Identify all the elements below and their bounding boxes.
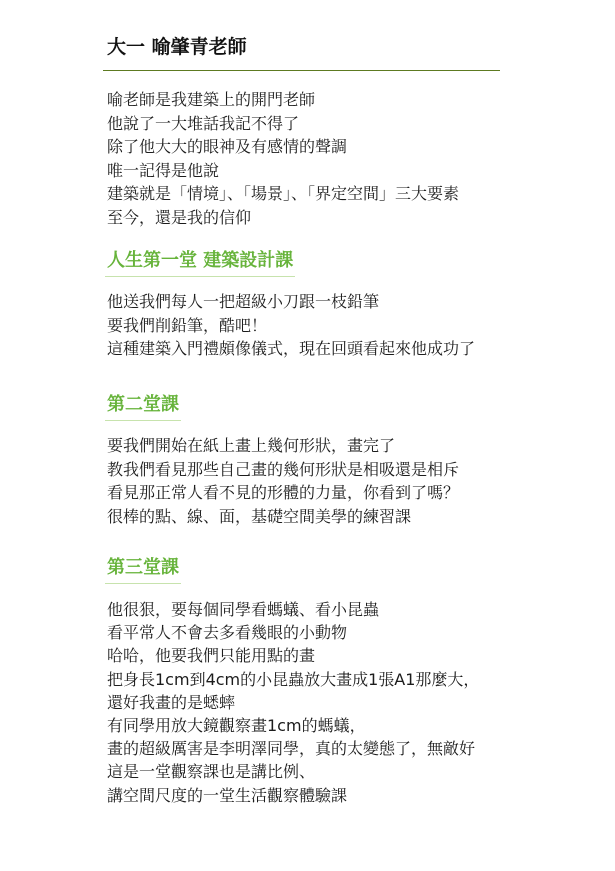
section-first-class (107, 248, 293, 277)
section-line: 很棒的點、線、面，基礎空間美學的練習課 (107, 506, 412, 526)
intro-line: 建築就是「情境」、「場景」、「界定空間」三大要素 (107, 184, 460, 203)
section-line: 哈哈，他要我們只能用點的畫 (107, 646, 316, 666)
section-line: 還好我畫的是蟋蟀 (107, 692, 236, 712)
section-line: 要我們削鉛筆，酷吧！ (107, 315, 268, 335)
section-line: 有同學用放大鏡觀察畫1cm的螞蟻， (107, 716, 366, 736)
section-line: 教我們看見那些自己畫的幾何形狀是相吸還是相斥 (107, 459, 460, 479)
section-line: 講空間尺度的一堂生活觀察體驗課 (107, 785, 348, 805)
section-heading: 第二堂課 (107, 392, 179, 421)
section-heading: 人生第一堂 建築設計課 (107, 248, 293, 277)
title-divider (103, 70, 500, 71)
section-line: 要我們開始在紙上畫上幾何形狀，畫完了 (107, 436, 396, 455)
intro-paragraph (107, 88, 459, 229)
intro-line: 除了他大大的眼神及有感情的聲調 (107, 137, 348, 156)
intro-line: 他說了一大堆話我記不得了 (107, 113, 300, 133)
section-third-class-body (107, 598, 479, 807)
section-second-class-body (107, 434, 459, 528)
section-line: 這種建築入門禮頗像儀式，現在回頭看起來他成功了 (107, 339, 476, 358)
section-line: 他很狠，要每個同學看螞蟻、看小昆蟲 (107, 600, 380, 619)
page-title: 大一 喻肇青老師 (107, 36, 247, 58)
intro-line: 至今，還是我的信仰 (107, 207, 252, 227)
intro-line: 喻老師是我建築上的開門老師 (107, 90, 316, 109)
section-line: 看平常人不會去多看幾眼的小動物 (107, 623, 348, 643)
section-first-class-body (107, 290, 475, 361)
section-heading: 第三堂課 (107, 555, 179, 584)
section-third-class (107, 555, 179, 584)
intro-line: 唯一記得是他說 (107, 160, 220, 180)
section-line: 這是一堂觀察課也是講比例、 (107, 762, 316, 782)
section-line: 看見那正常人看不見的形體的力量，你看到了嗎？ (107, 483, 460, 502)
section-line: 畫的超級厲害是李明澤同學，真的太變態了，無敵好 (107, 739, 476, 759)
section-line: 把身長1cm到4cm的小昆蟲放大畫成1張A1那麼大， (107, 669, 480, 689)
section-second-class (107, 392, 179, 421)
title-block (107, 34, 247, 60)
section-line: 他送我們每人一把超級小刀跟一枝鉛筆 (107, 292, 380, 311)
